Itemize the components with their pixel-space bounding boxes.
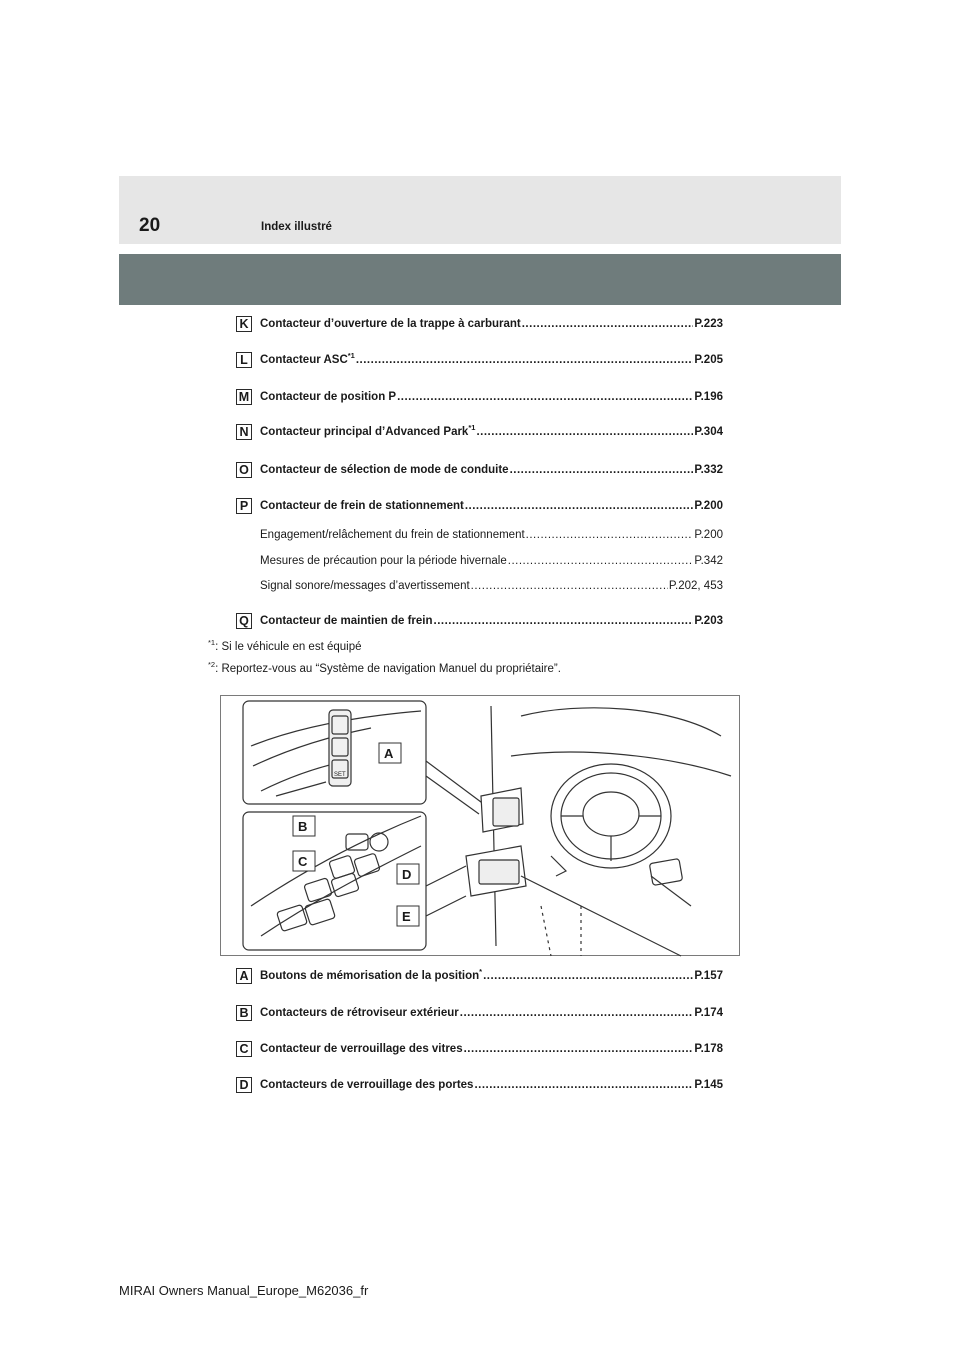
entry-badge: L [236,352,252,368]
entry-badge: N [236,424,252,440]
sub-entry-text: Engagement/relâchement du frein de stationnement [260,529,525,541]
entry-page: P.174 [694,1007,723,1019]
callout-d: D [402,867,412,882]
header-band [119,254,841,305]
index-entry[interactable] [236,462,723,480]
footnote [208,638,362,653]
footnote-text: : Reportez-vous au “Système de navigation Manuel du propriétaire”. [215,662,561,675]
entry-page: P.205 [694,354,723,366]
entry-badge: P [236,498,252,514]
entry-text: Contacteurs de rétroviseur extérieur [260,1007,459,1019]
entry-text: Contacteur principal d’Advanced Park [260,426,469,438]
entry-badge: Q [236,613,252,629]
entry-text: Contacteur d’ouverture de la trappe à carburant [260,318,521,330]
sub-entry-page: P.202, 453 [668,580,723,592]
index-entry[interactable] [236,424,723,442]
index-entry[interactable] [236,1077,723,1095]
sub-entry-page: P.342 [694,555,723,567]
page-footer: MIRAI Owners Manual_Europe_M62036_fr [119,1283,369,1298]
callout-b: B [298,819,308,834]
index-entry[interactable] [236,352,723,370]
callout-e: E [402,909,411,924]
set-button-label: SET [334,772,346,778]
index-entry[interactable] [236,968,723,986]
index-sub-entry[interactable] [236,578,723,596]
entry-text: Contacteurs de verrouillage des portes [260,1079,474,1091]
entry-text: Contacteur de sélection de mode de conduite [260,464,509,476]
index-sub-entry[interactable] [236,553,723,571]
entry-badge: B [236,1005,252,1021]
index-entry[interactable] [236,1005,723,1023]
index-entry[interactable] [236,498,723,516]
index-sub-entry[interactable] [236,527,723,545]
callout-c: C [298,854,308,869]
entry-page: P.196 [694,391,723,403]
sub-entry-text: Mesures de précaution pour la période hivernale [260,555,507,567]
entry-page: P.304 [694,426,723,438]
entry-text: Contacteur de verrouillage des vitres [260,1043,463,1055]
footnote-mark: *1 [468,423,476,433]
index-entry[interactable] [236,613,723,631]
entry-page: P.157 [694,970,723,982]
entry-badge: C [236,1041,252,1057]
entry-page: P.223 [694,318,723,330]
entry-page: P.178 [694,1043,723,1055]
entry-text: Contacteur ASC [260,354,348,366]
entry-badge: A [236,968,252,984]
illustration-figure [220,695,740,956]
index-entry[interactable] [236,316,723,334]
dashboard-illustration [221,696,741,957]
entry-page: P.145 [694,1079,723,1091]
entry-text: Contacteur de frein de stationnement [260,500,464,512]
footnote-mark: *2 [208,660,216,669]
footnote [208,660,561,675]
footnote-mark: *1 [208,638,216,647]
entry-badge: D [236,1077,252,1093]
page-header [119,176,841,244]
footnote-mark: * [479,967,483,977]
page-number: 20 [139,215,161,236]
footnote-text: : Si le véhicule en est équipé [215,640,362,653]
section-title: Index illustré [261,221,332,233]
entry-text: Contacteur de position P [260,391,397,403]
entry-page: P.200 [694,500,723,512]
entry-badge: M [236,389,252,405]
entry-badge: K [236,316,252,332]
entry-badge: O [236,462,252,478]
entry-page: P.203 [694,615,723,627]
index-entry[interactable] [236,1041,723,1059]
index-entry[interactable] [236,389,723,407]
sub-entry-page: P.200 [694,529,723,541]
entry-page: P.332 [694,464,723,476]
footnote-mark: *1 [347,351,355,361]
entry-text: Boutons de mémorisation de la position [260,970,480,982]
entry-text: Contacteur de maintien de frein [260,615,433,627]
sub-entry-text: Signal sonore/messages d’avertissement [260,580,470,592]
callout-a: A [384,746,394,761]
